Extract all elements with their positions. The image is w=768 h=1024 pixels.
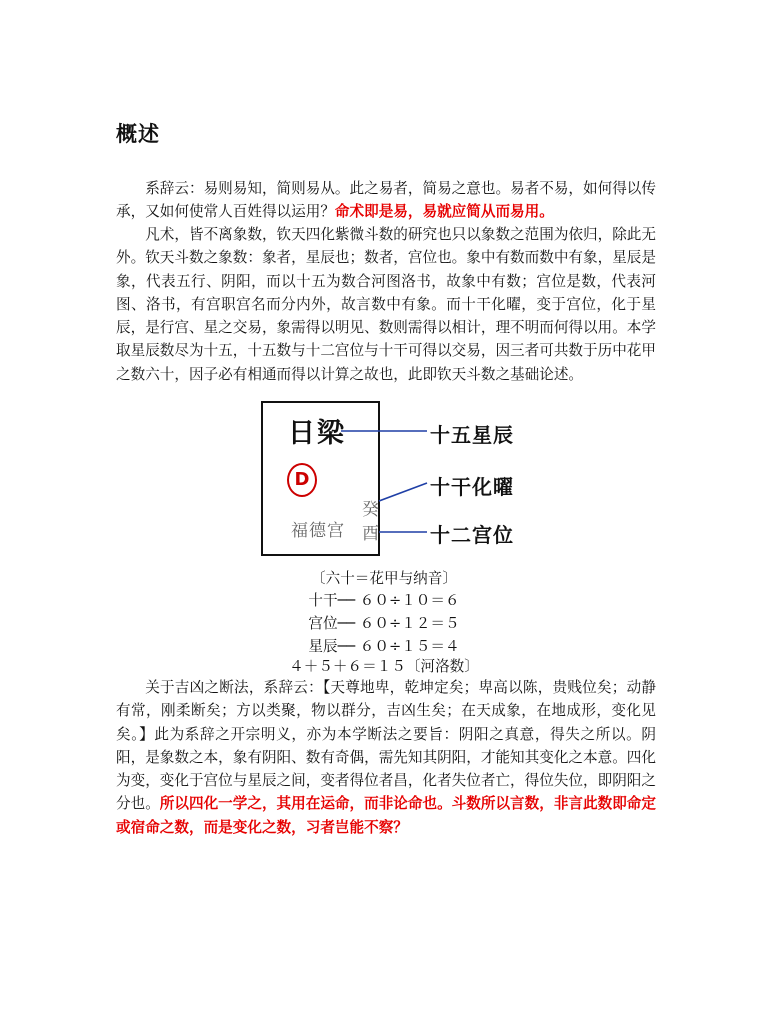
paragraph-judgement <box>116 676 656 839</box>
star-name: 日梁 <box>288 418 346 449</box>
transform-mark: D <box>287 463 317 497</box>
paragraph-intro-text: 系辞云：易则易知，简则易从。此之易者，简易之意也。易者不易，如何得以传承，又如何使常人百姓得以运用？ <box>116 180 656 221</box>
formula-caption: 〔六十＝花甲与纳音〕 <box>311 570 457 587</box>
label-palaces: 十二宫位 <box>430 523 514 547</box>
connector-stems <box>379 483 427 501</box>
page-title: 概述 <box>116 122 160 146</box>
formula-stars: 星辰── ６０÷１５＝４ <box>308 638 460 655</box>
paragraph-intro <box>116 177 656 224</box>
label-stems: 十干化曜 <box>430 475 514 499</box>
earthly-branch: 酉 <box>362 524 379 544</box>
paragraph-intro-highlight: 命术即是易，易就应简从而易用。 <box>334 203 554 221</box>
formula-stems: 十干── ６０÷１０＝６ <box>308 592 460 609</box>
paragraph-judgement-text: 关于吉凶之断法，系辞云：【天尊地卑，乾坤定矣；卑高以陈，贵贱位矣；动静有常，刚柔断矣；方以类聚，物以群分，吉凶生矣；在天成象，在地成形，变化见矣。】此为系辞之开宗明义，亦为本学断法之要旨：阴阳之真意，得失之所以。阴阳，是象数之本，象有阴阳、数有奇偶，需先知其阴阳，才能知其变化之本意。四化为变，变化于宫位与星辰之间，变者得位者昌，化者失位者亡，得位失位，即阴阳之分也。 <box>116 679 656 813</box>
paragraph-judgement-highlight: 所以四化一学之，其用在运命，而非论命也。斗数所以言数，非言此数即命定或宿命之数，而是变化之数，习者岂能不察？ <box>116 795 656 836</box>
palace-name: 福德宫 <box>291 521 345 541</box>
formula-sum: ４＋５＋６＝１５〔河洛数〕 <box>289 658 479 675</box>
heavenly-stem: 癸 <box>362 500 379 520</box>
paragraph-xiangshu <box>116 223 656 386</box>
paragraph-xiangshu-text: 凡术，皆不离象数，钦天四化紫微斗数的研究也只以象数之范围为依归，除此无外。钦天斗数之象数：象者，星辰也；数者，宫位也。象中有数而数中有象，星辰是象，代表五行、阴阳，而以十五为数合河图洛书，故象中有数；宫位是数，代表河图、洛书，有宫职宫名而分内外，故言数中有象。而十干化曜，变于宫位，化于星辰，是行宫、星之交易，象需得以明见、数则需得以相计，理不明而何得以用。本学取星辰数尽为十五，十五数与十二宫位与十干可得以交易，因三者可共数于历中花甲之数六十，因子必有相通而得以计算之故也，此即钦天斗数之基础论述。 <box>116 226 656 383</box>
label-stars: 十五星辰 <box>430 423 514 447</box>
formula-palaces: 宫位── ６０÷１２＝５ <box>308 615 460 632</box>
palace-diagram <box>261 401 514 557</box>
